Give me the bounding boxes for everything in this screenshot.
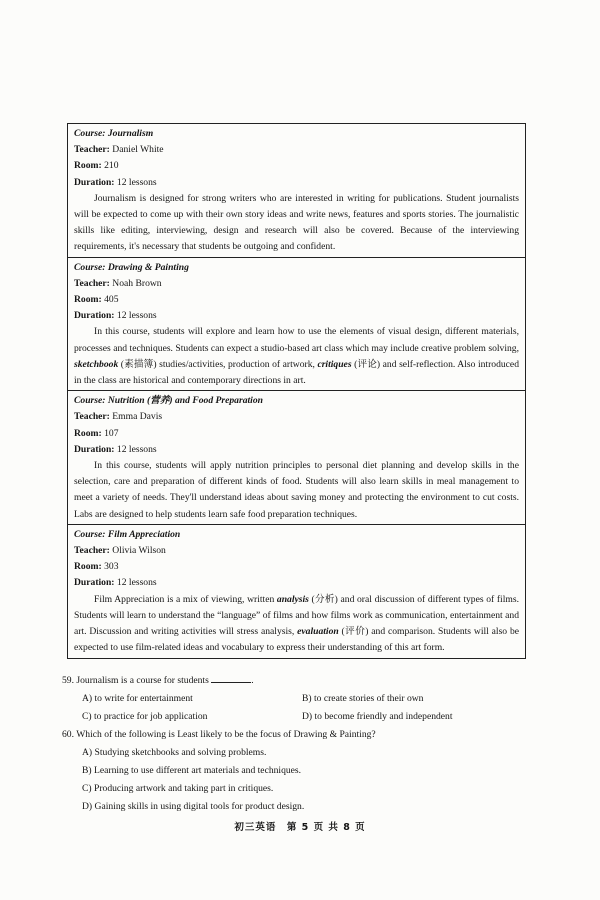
course-journalism xyxy=(68,124,525,258)
course-duration: Duration: 12 lessons xyxy=(74,443,157,455)
course-table xyxy=(67,123,526,659)
question-60-stem: 60. Which of the following is Least likely to be the focus of Drawing & Painting? xyxy=(62,729,376,740)
question-59-stem: 59. Journalism is a course for students . xyxy=(62,675,254,686)
course-title: Course: Nutrition (营养) and Food Preparation xyxy=(74,395,263,407)
option-59-c: C) to practice for job application xyxy=(82,711,208,722)
answer-blank xyxy=(211,673,251,683)
course-teacher: Teacher: Olivia Wilson xyxy=(74,545,166,557)
option-60-d: D) Gaining skills in using digital tools for product design. xyxy=(82,801,305,812)
page-footer: 初三英语 第 5 页 共 8 页 xyxy=(234,822,366,833)
course-drawing-painting xyxy=(68,258,525,392)
option-59-d: D) to become friendly and independent xyxy=(302,711,453,722)
option-59-b: B) to create stories of their own xyxy=(302,693,424,704)
question-59-options-row-1 xyxy=(62,690,532,708)
course-teacher: Teacher: Noah Brown xyxy=(74,277,162,289)
course-nutrition xyxy=(68,391,525,525)
course-duration: Duration: 12 lessons xyxy=(74,176,157,188)
course-description: Journalism is designed for strong writers who are interested in writing for publications. Student journalists will be expected to come up with their own story ideas and write news, features and sports stories. The journalistic skills like editing, interviewing, design and research will also be covered. Because of the interviewing requirements, it's necessary that students be outgoing and confident. xyxy=(74,192,519,253)
course-room: Room: 107 xyxy=(74,427,119,439)
option-60-c: C) Producing artwork and taking part in critiques. xyxy=(82,783,274,794)
course-duration: Duration: 12 lessons xyxy=(74,577,157,589)
question-section xyxy=(62,672,532,816)
course-title: Course: Journalism xyxy=(74,128,154,139)
course-description: Film Appreciation is a mix of viewing, written analysis (分析) and oral discussion of different types of films. Students will learn to understand the “language” of films and how films work as communication, entertainment and art. Discussion and writing activities will stress analysis, evaluation (评价) and comparison. Students will also be expected to use film-related ideas and vocabulary to express their understanding of this art form. xyxy=(74,593,520,654)
course-title: Course: Drawing & Painting xyxy=(74,261,189,273)
course-film-appreciation xyxy=(68,525,525,658)
course-description: In this course, students will explore and learn how to use the elements of visual design, different materials, processes and techniques. Students can expect a studio-based art class which may include creative problem solving, sketchbook (素描簿) studies/activities, production of artwork, critiques (评论) and self-reflection. Also introduced in the class are historical and contemporary directions in art. xyxy=(74,326,519,387)
question-59-options-row-2 xyxy=(62,708,532,726)
option-60-b: B) Learning to use different art materials and techniques. xyxy=(82,765,302,776)
course-teacher: Teacher: Emma Davis xyxy=(74,411,163,423)
option-59-a: A) to write for entertainment xyxy=(82,693,193,704)
course-room: Room: 303 xyxy=(74,561,119,573)
course-room: Room: 405 xyxy=(74,294,119,306)
course-duration: Duration: 12 lessons xyxy=(74,310,157,322)
course-room: Room: 210 xyxy=(74,160,119,172)
course-teacher: Teacher: Daniel White xyxy=(74,144,164,156)
course-title: Course: Film Appreciation xyxy=(74,528,181,540)
option-60-a: A) Studying sketchbooks and solving problems. xyxy=(82,747,267,758)
course-description: In this course, students will apply nutrition principles to personal diet planning and develop skills in the selection, care and preparation of different kinds of food. Students will also learn skills in meal management to meet a variety of needs. They'll understand ideas about saving money and protecting the environment to cut costs. Labs are designed to help students learn safe food preparation techniques. xyxy=(74,460,519,520)
